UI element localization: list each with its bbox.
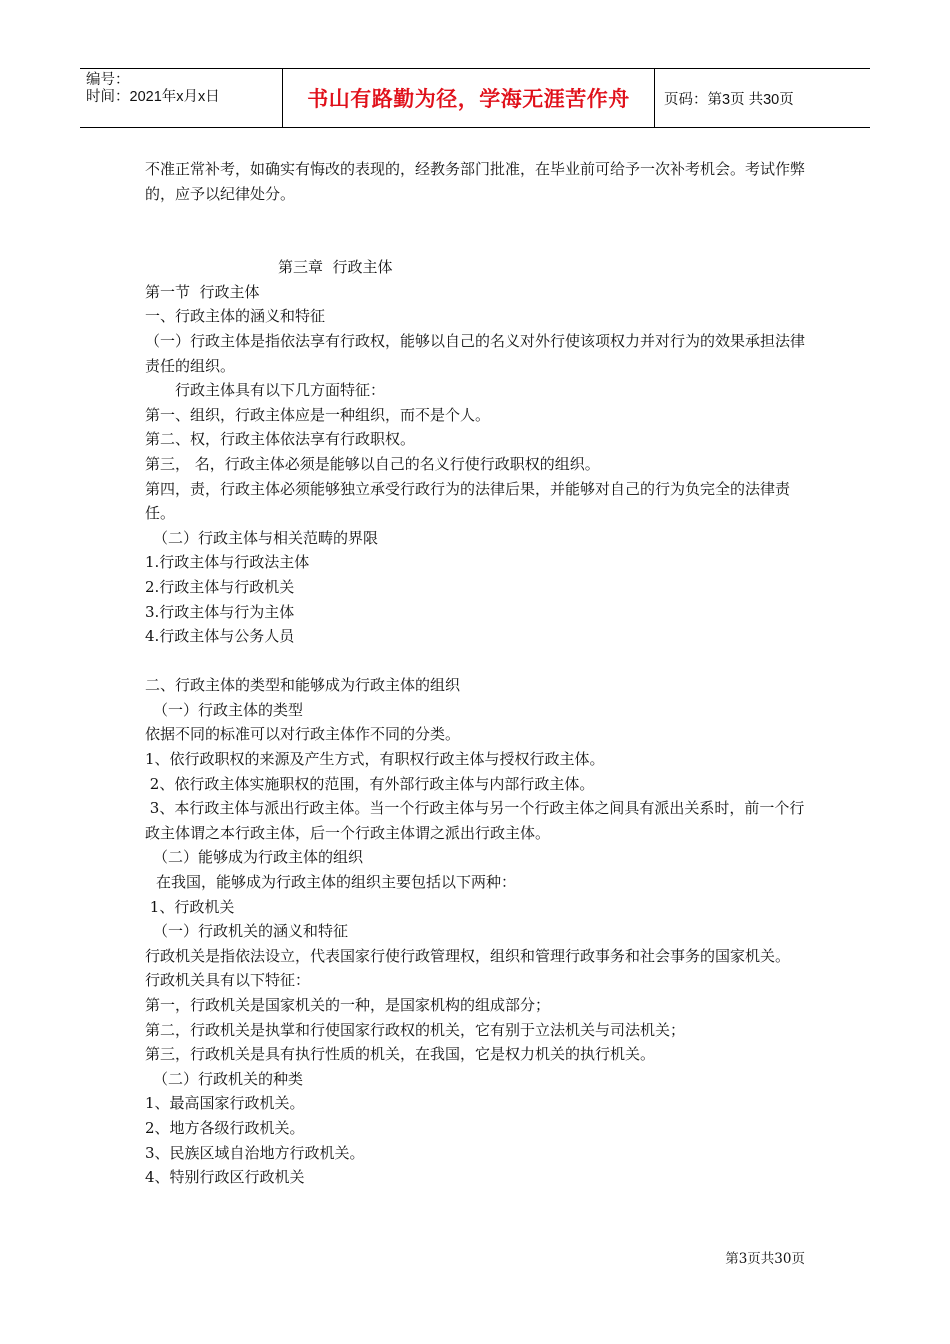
paragraph: 在我国，能够成为行政主体的组织主要包括以下两种： xyxy=(156,873,517,892)
header-motto-cell xyxy=(282,69,655,127)
chapter-title: 第三章 行政主体 xyxy=(278,258,393,277)
section-title: 第一节 行政主体 xyxy=(145,282,260,301)
list-item: 3、民族区域自治地方行政机关。 xyxy=(145,1143,365,1162)
subsection-title: （二）行政机关的种类 xyxy=(153,1069,304,1088)
list-item: 1、最高国家行政机关。 xyxy=(145,1094,305,1113)
list-item: 第四，责，行政主体必须能够独立承受行政行为的法律后果，并能够对自己的行为负完全的法律责任。 xyxy=(145,479,791,523)
subsection-title: （一）行政机关的涵义和特征 xyxy=(153,922,349,941)
document-time-label: 时间：2021年x月x日 xyxy=(86,89,220,105)
list-item: 1、行政机关 xyxy=(145,897,235,916)
paragraph: 依据不同的标准可以对行政主体作不同的分类。 xyxy=(145,725,461,744)
list-item: 4.行政主体与公务人员 xyxy=(145,627,295,646)
list-item: 3、本行政主体与派出行政主体。当一个行政主体与另一个行政主体之间具有派出关系时，前一个行政主体谓之本行政主体，后一个行政主体谓之派出行政主体。 xyxy=(145,799,805,842)
paragraph: 行政机关是指依法设立，代表国家行使行政管理权，组织和管理行政事务和社会事务的国家机关。 xyxy=(145,946,791,965)
list-item: 1.行政主体与行政法主体 xyxy=(145,553,310,572)
paragraph: （一）行政主体是指依法享有行政权，能够以自己的名义对外行使该项权力并对行为的效果承担法律责任的组织。 xyxy=(145,331,806,375)
list-item: 2、依行政主体实施职权的范围，有外部行政主体与内部行政主体。 xyxy=(145,774,595,793)
subsection-title: （一）行政主体的类型 xyxy=(153,700,304,719)
subsection-title: 二、行政主体的类型和能够成为行政主体的组织 xyxy=(145,676,461,695)
subsection-title: （二）行政主体与相关范畴的界限 xyxy=(153,528,379,547)
paragraph: 行政主体具有以下几方面特征： xyxy=(175,381,386,400)
header-motto: 书山有路勤为径，学海无涯苦作舟 xyxy=(307,87,630,111)
list-item: 第一，行政机关是国家机关的一种，是国家机构的组成部分； xyxy=(145,996,551,1014)
header-page-label: 页码：第3页 共30页 xyxy=(664,91,794,108)
page-header xyxy=(80,68,870,128)
header-meta xyxy=(80,69,282,127)
list-item: 第一、组织，行政主体应是一种组织，而不是个人。 xyxy=(145,405,491,424)
document-body xyxy=(145,157,815,1190)
list-item: 第三， 名，行政主体必须是能够以自己的名义行使行政职权的组织。 xyxy=(145,454,600,473)
paragraph: 行政机关具有以下特征： xyxy=(145,971,311,990)
list-item: 2、地方各级行政机关。 xyxy=(145,1118,305,1137)
list-item: 第三，行政机关是具有执行性质的机关，在我国，它是权力机关的执行机关。 xyxy=(145,1045,656,1064)
header-page-cell xyxy=(655,69,870,127)
list-item: 第二、权，行政主体依法享有行政职权。 xyxy=(145,430,416,449)
document-number-label: 编号： xyxy=(86,72,130,88)
paragraph: 不准正常补考，如确实有悔改的表现的，经教务部门批准，在毕业前可给予一次补考机会。考试作弊的，应予以纪律处分。 xyxy=(145,160,806,203)
list-item: 3.行政主体与行为主体 xyxy=(145,602,295,621)
list-item: 4、特别行政区行政机关 xyxy=(145,1168,305,1187)
subsection-title: 一、行政主体的涵义和特征 xyxy=(145,307,326,326)
page-footer: 第3页共30页 xyxy=(725,1251,805,1267)
list-item: 2.行政主体与行政机关 xyxy=(145,577,295,596)
subsection-title: （二）能够成为行政主体的组织 xyxy=(153,848,364,867)
list-item: 1、依行政职权的来源及产生方式，有职权行政主体与授权行政主体。 xyxy=(145,750,605,769)
list-item: 第二，行政机关是执掌和行使国家行政权的机关，它有别于立法机关与司法机关； xyxy=(145,1020,686,1039)
